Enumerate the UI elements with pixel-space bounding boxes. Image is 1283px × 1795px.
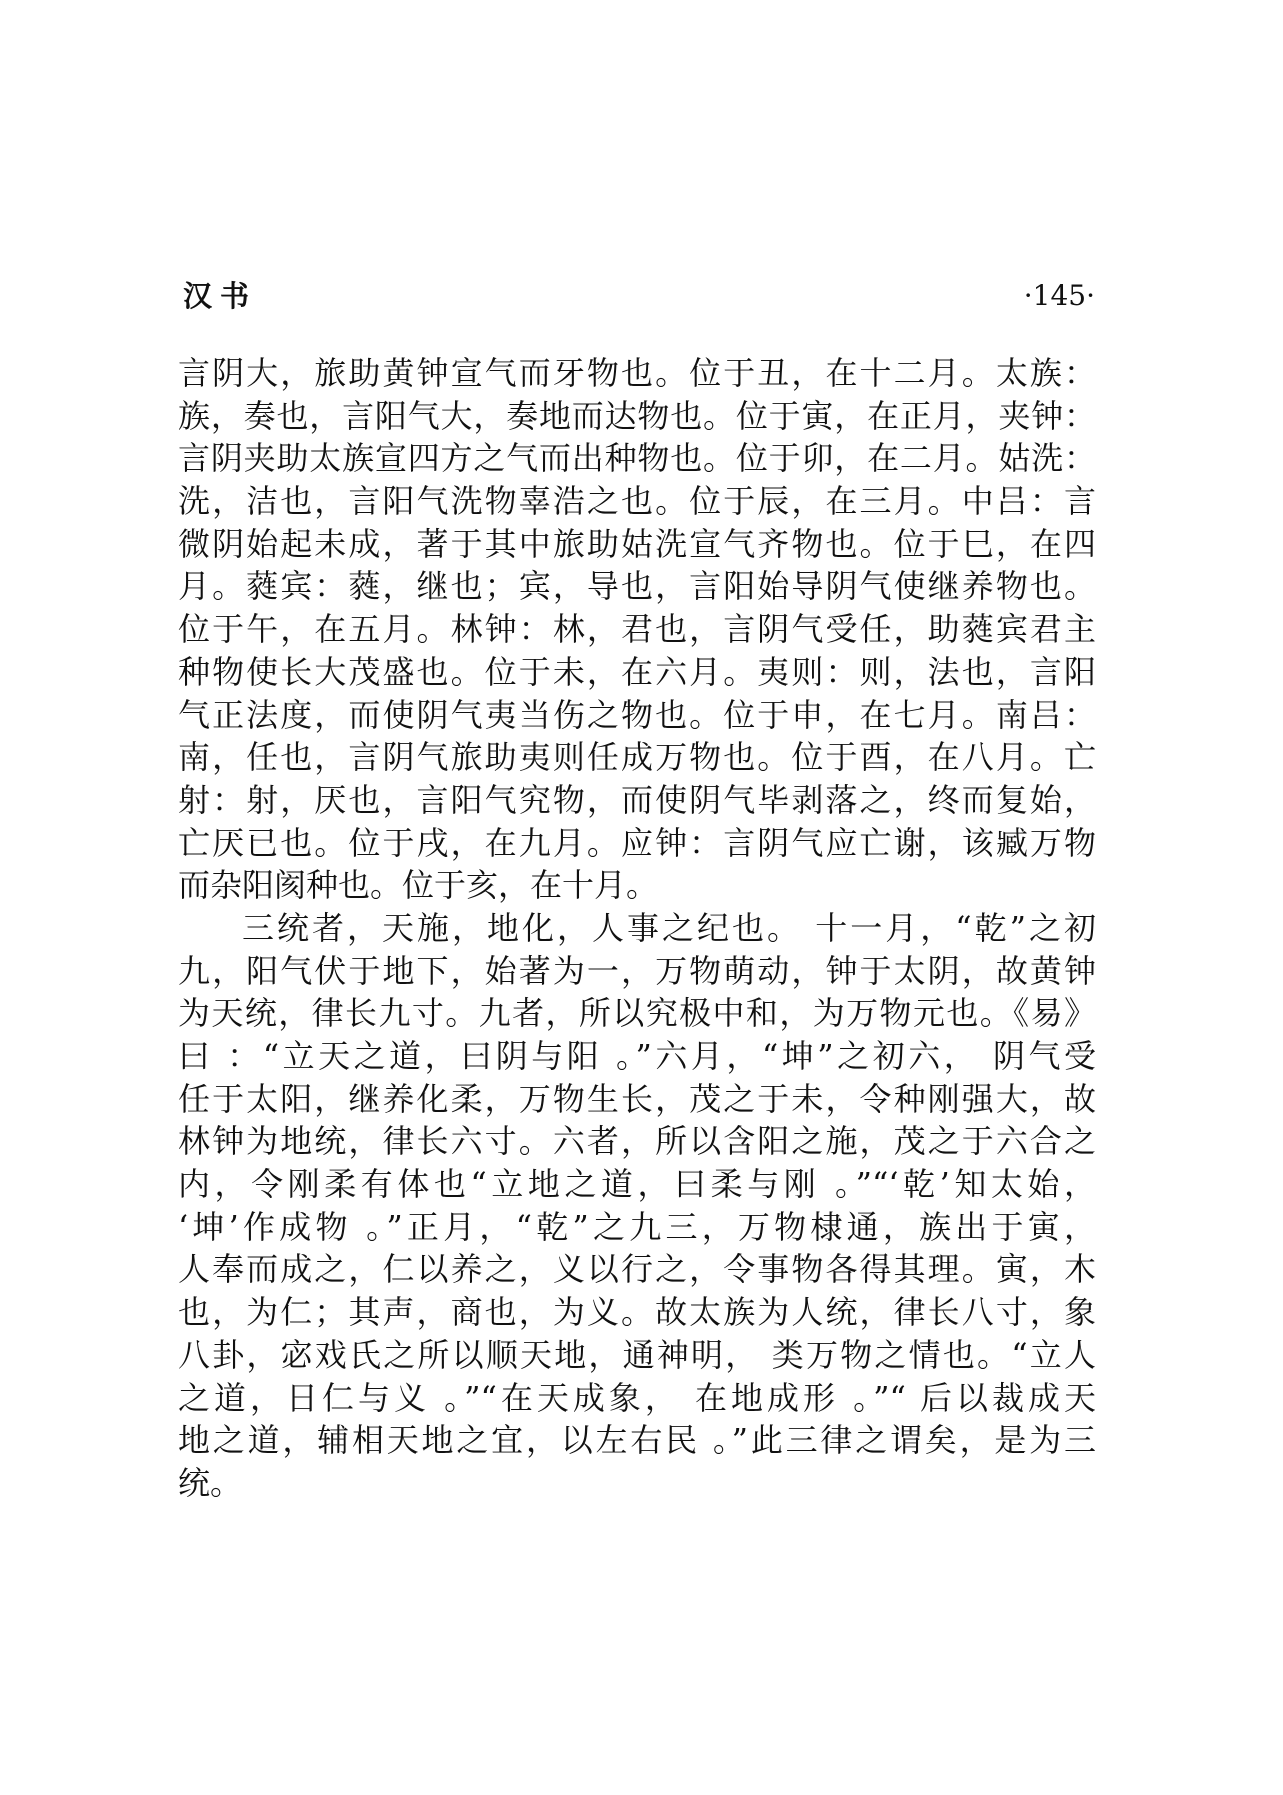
text-line: 为天统，律长九寸。九者，所以究极中和，为万物元也。《易》 — [178, 994, 1096, 1033]
text-line: 也，为仁；其声，商也，为义。故太族为人统，律长八寸，象 — [178, 1293, 1096, 1332]
book-title: 汉书 — [183, 279, 258, 313]
text-line: 人奉而成之，仁以养之，义以行之，令事物各得其理。寅，木 — [178, 1250, 1096, 1289]
text-line: 亡厌已也。位于戌，在九月。应钟：言阴气应亡谢，该臧万物 — [178, 823, 1096, 862]
text-line: 种物使长大茂盛也。位于未，在六月。夷则：则，法也，言阳 — [178, 652, 1096, 691]
text-line: ‘坤’作成物 。”正月，“乾”之九三，万物棣通，族出于寅， — [178, 1207, 1096, 1246]
text-line: 统。 — [178, 1463, 243, 1502]
text-line: 月。蕤宾：蕤，继也；宾，导也，言阳始导阴气使继养物也。 — [178, 567, 1096, 606]
text-line: 曰 ：“立天之道，曰阴与阳 。”六月，“坤”之初六， 阴气受 — [178, 1037, 1096, 1075]
text-line: 而杂阳阂种也。位于亥，在十月。 — [178, 866, 659, 905]
running-head — [183, 272, 1095, 320]
text-line: 九，阳气伏于地下，始著为一，万物萌动，钟于太阴，故黄钟 — [178, 951, 1096, 990]
text-line: 之道，日仁与义 。”“在天成象， 在地成形 。”“ 后以裁成天 — [178, 1378, 1096, 1417]
text-line: 射：射，厌也，言阳气究物，而使阴气毕剥落之，终而复始， — [178, 780, 1096, 819]
text-line: 气正法度，而使阴气夷当伤之物也。位于申，在七月。南吕： — [178, 695, 1096, 734]
text-line: 林钟为地统，律长六寸。六者，所以含阳之施，茂之于六合之 — [178, 1122, 1096, 1161]
text-line: 八卦，宓戏氏之所以顺天地，通神明， 类万物之情也。“立人 — [178, 1335, 1096, 1374]
text-line: 族，奏也，言阳气大，奏地而达物也。位于寅，在正月，夹钟： — [178, 396, 1096, 435]
text-line: 任于太阳，继养化柔，万物生长，茂之于未，令种刚强大，故 — [178, 1079, 1096, 1118]
paragraph-start-line: 三统者，天施，地化，人事之纪也。 十一月，“乾”之初 — [242, 908, 1096, 947]
text-line: 言阴夹助太族宣四方之气而出种物也。位于卯，在二月。姑洗： — [178, 439, 1096, 478]
text-line: 言阴大，旅助黄钟宣气而牙物也。位于丑，在十二月。太族： — [178, 354, 1096, 392]
text-line: 洗，洁也，言阳气洗物辜浩之也。位于辰，在三月。中吕：言 — [178, 482, 1096, 521]
page-number: ·145· — [1023, 279, 1095, 312]
body-text — [178, 352, 1096, 1505]
text-line: 微阴始起未成，著于其中旅助姑洗宣气齐物也。位于巳，在四 — [178, 524, 1096, 563]
text-line: 南，任也，言阴气旅助夷则任成万物也。位于酉，在八月。亡 — [178, 738, 1096, 777]
text-line: 地之道，辅相天地之宜，以左右民 。”此三律之谓矣，是为三 — [178, 1421, 1096, 1460]
text-line: 内，令刚柔有体也“立地之道，曰柔与刚 。”“‘乾’知太始， — [178, 1165, 1096, 1204]
text-line: 位于午，在五月。林钟：林，君也，言阴气受任，助蕤宾君主 — [178, 610, 1096, 649]
